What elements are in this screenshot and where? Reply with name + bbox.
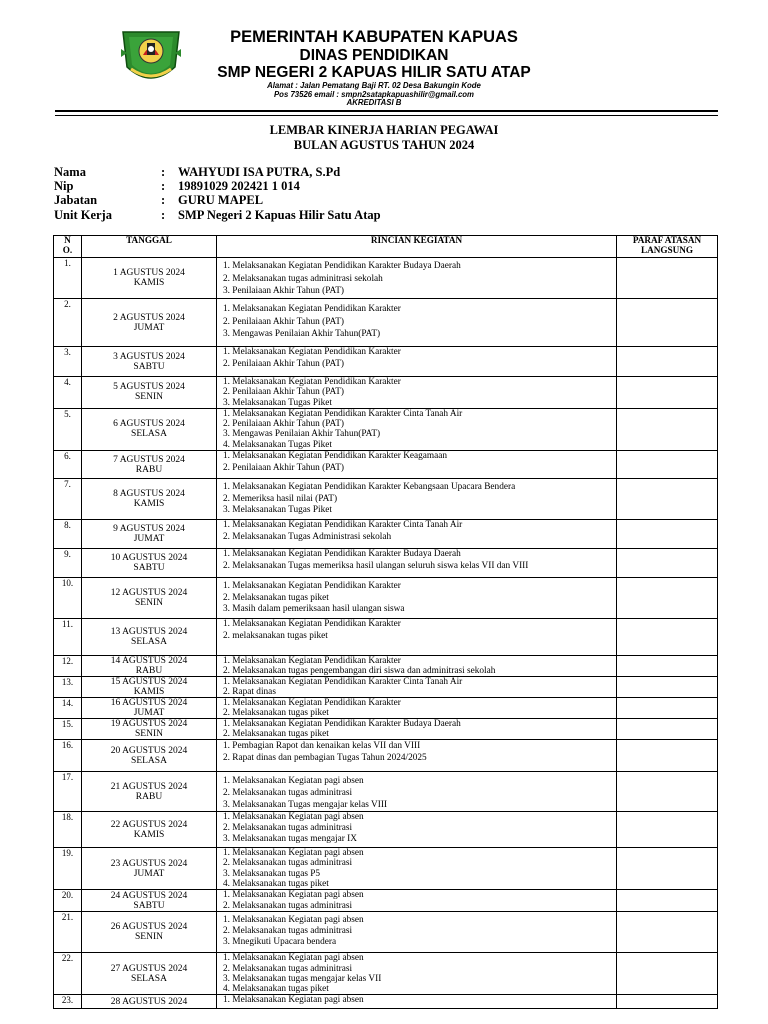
row-date-cell	[82, 995, 217, 1009]
employee-identity	[54, 165, 381, 222]
identity-value: GURU MAPEL	[178, 193, 264, 208]
row-date-cell	[82, 890, 217, 912]
row-supervisor-signature	[617, 619, 718, 656]
table-row	[54, 740, 718, 772]
row-day: SENIN	[135, 932, 163, 943]
activity-item: 3. Mengawas Penilaian Akhir Tahun(PAT)	[223, 429, 381, 440]
row-day: SELASA	[131, 973, 167, 984]
activity-item: 1. Melaksanakan Kegiatan Pendidikan Karakter	[223, 656, 401, 667]
letterhead-contact: Pos 73526 email : smpn2satapkapuashilir@gmail.com	[273, 89, 474, 99]
activity-item: 2. Melaksanakan Tugas Administrasi sekolah	[223, 531, 392, 542]
row-number: 8.	[54, 520, 82, 549]
row-supervisor-signature	[617, 848, 718, 890]
identity-value: WAHYUDI ISA PUTRA, S.Pd	[178, 165, 341, 179]
row-supervisor-signature	[617, 995, 718, 1009]
table-row	[54, 912, 718, 953]
row-supervisor-signature	[617, 520, 718, 549]
row-date: 5 AGUSTUS 2024	[113, 382, 185, 393]
row-date-cell	[82, 578, 217, 619]
letterhead-government: PEMERINTAH KABUPATEN KAPUAS	[230, 28, 518, 46]
row-supervisor-signature	[617, 347, 718, 377]
row-day: SELASA	[131, 429, 167, 440]
table-row	[54, 812, 718, 848]
row-activities	[217, 408, 617, 450]
row-day: JUMAT	[133, 534, 165, 545]
row-number: 1.	[54, 258, 82, 299]
table-row	[54, 347, 718, 377]
row-date: 3 AGUSTUS 2024	[113, 351, 185, 362]
letterhead-school: SMP NEGERI 2 KAPUAS HILIR SATU ATAP	[217, 64, 531, 81]
row-supervisor-signature	[617, 698, 718, 719]
row-date-cell	[82, 408, 217, 450]
activity-item: 4. Melaksanakan Tugas Piket	[223, 439, 332, 450]
table-row	[54, 408, 718, 450]
table-row	[54, 377, 718, 409]
row-day: KAMIS	[133, 687, 165, 698]
title-line-1: LEMBAR KINERJA HARIAN PEGAWAI	[269, 123, 499, 137]
activity-item: 2. Melaksanakan Tugas memeriksa hasil ulangan seluruh siswa kelas VII dan VIII	[223, 560, 529, 571]
table-row	[54, 299, 718, 347]
row-date-cell	[82, 451, 217, 479]
activity-item: 2. Melaksanakan tugas adminitrasi	[223, 788, 353, 799]
row-date-cell	[82, 740, 217, 772]
row-day: SELASA	[131, 755, 167, 766]
row-supervisor-signature	[617, 578, 718, 619]
identity-label: Jabatan	[54, 193, 98, 208]
activity-item: 1. Melaksanakan Kegiatan pagi absen	[223, 915, 364, 926]
table-row	[54, 520, 718, 549]
activity-item: 1. Melaksanakan Kegiatan Pendidikan Karakter Cinta Tanah Air	[223, 520, 463, 531]
row-date: 10 AGUSTUS 2024	[110, 553, 188, 564]
activity-item: 1. Melaksanakan Kegiatan pagi absen	[223, 995, 364, 1006]
row-date: 14 AGUSTUS 2024	[110, 656, 188, 667]
row-day: JUMAT	[133, 868, 165, 879]
activity-item: 2. Penilaiaan Akhir Tahun (PAT)	[223, 358, 344, 369]
activity-item: 1. Melaksanakan Kegiatan Pendidikan Karakter	[223, 619, 401, 630]
row-date: 12 AGUSTUS 2024	[110, 588, 188, 599]
row-number: 15.	[54, 719, 82, 740]
activity-item: 2. Melaksanakan tugas adminitrasi	[223, 822, 353, 833]
table-row	[54, 549, 718, 578]
table-row	[54, 719, 718, 740]
row-number: 16.	[54, 740, 82, 772]
row-date: 2 AGUSTUS 2024	[113, 312, 185, 323]
row-date: 1 AGUSTUS 2024	[113, 268, 185, 278]
row-date-cell	[82, 258, 217, 299]
row-date: 13 AGUSTUS 2024	[110, 627, 188, 638]
activity-item: 1. Melaksanakan Kegiatan pagi absen	[223, 776, 364, 787]
activity-item: 2. Melaksanakan tugas adminitrasi	[223, 900, 353, 911]
row-date-cell	[82, 549, 217, 578]
row-date: 9 AGUSTUS 2024	[113, 524, 185, 535]
row-supervisor-signature	[617, 912, 718, 953]
identity-colon: :	[161, 165, 166, 179]
row-date: 19 AGUSTUS 2024	[110, 719, 188, 730]
kabupaten-kapuas-emblem	[117, 29, 185, 87]
row-supervisor-signature	[617, 299, 718, 347]
identity-row-3	[54, 193, 381, 207]
table-row	[54, 451, 718, 479]
header-date: TANGGAL	[82, 236, 217, 258]
table-row	[54, 677, 718, 698]
table-row	[54, 619, 718, 656]
activity-item: 1. Melaksanakan Kegiatan pagi absen	[223, 890, 364, 901]
row-activities	[217, 953, 617, 995]
activity-item: 1. Melaksanakan Kegiatan Pendidikan Karakter Budaya Daerah	[223, 549, 461, 560]
row-date-cell	[82, 698, 217, 719]
row-day: SABTU	[133, 361, 165, 372]
activity-item: 1. Melaksanakan Kegiatan Pendidikan Karakter Cinta Tanah Air	[223, 677, 463, 688]
identity-colon: :	[161, 207, 166, 222]
letterhead-divider-thick	[55, 110, 718, 112]
activity-item: 3. Melaksanakan tugas mengajar kelas VII	[223, 973, 382, 984]
table-row	[54, 953, 718, 995]
row-number: 14.	[54, 698, 82, 719]
row-number: 19.	[54, 848, 82, 890]
activity-item: 2. Penilaiaan Akhir Tahun (PAT)	[223, 316, 344, 327]
row-activities	[217, 347, 617, 377]
row-activities	[217, 258, 617, 299]
row-date: 21 AGUSTUS 2024	[110, 781, 188, 792]
identity-label: Nama	[54, 165, 86, 179]
row-activities	[217, 848, 617, 890]
identity-label: Nip	[54, 179, 74, 194]
row-day: RABU	[135, 464, 163, 475]
row-activities	[217, 677, 617, 698]
activity-item: 2. Memeriksa hasil nilai (PAT)	[223, 493, 338, 504]
table-row	[54, 698, 718, 719]
row-number: 17.	[54, 772, 82, 812]
table-row	[54, 578, 718, 619]
row-number: 4.	[54, 377, 82, 409]
row-activities	[217, 578, 617, 619]
activity-item: 2. Melaksanakan tugas piket	[223, 592, 329, 603]
row-date: 22 AGUSTUS 2024	[110, 819, 188, 830]
row-supervisor-signature	[617, 549, 718, 578]
row-date-cell	[82, 953, 217, 995]
row-date-cell	[82, 479, 217, 520]
identity-row-2	[54, 179, 381, 193]
activity-item: 2. Melaksanakan tugas adminitrasi	[223, 858, 353, 869]
row-date: 28 AGUSTUS 2024	[110, 996, 188, 1007]
row-supervisor-signature	[617, 740, 718, 772]
row-day: KAMIS	[133, 278, 165, 288]
row-day: KAMIS	[133, 829, 165, 840]
row-number: 11.	[54, 619, 82, 656]
row-supervisor-signature	[617, 479, 718, 520]
row-date-cell	[82, 719, 217, 740]
activity-item: 2. Penilaiaan Akhir Tahun (PAT)	[223, 419, 344, 430]
row-date: 27 AGUSTUS 2024	[110, 963, 188, 974]
row-day: SENIN	[135, 729, 163, 740]
activity-item: 1. Melaksanakan Kegiatan Pendidikan Karakter Budaya Daerah	[223, 719, 461, 730]
row-day: SABTU	[133, 563, 165, 574]
row-activities	[217, 479, 617, 520]
row-day: SABTU	[133, 900, 165, 911]
row-day: KAMIS	[133, 499, 165, 510]
activity-item: 2. Melaksanakan tugas adminitrasi	[223, 963, 353, 974]
row-activities	[217, 656, 617, 677]
daily-activity-table	[53, 235, 718, 1009]
table-row	[54, 258, 718, 299]
activity-item: 3. Melaksanakan Tugas Piket	[223, 397, 332, 408]
document-title	[0, 123, 768, 152]
row-activities	[217, 995, 617, 1009]
row-number: 20.	[54, 890, 82, 912]
activity-item: 1. Melaksanakan Kegiatan Pendidikan Karakter	[223, 304, 401, 314]
header-detail: RINCIAN KEGIATAN	[217, 236, 617, 258]
row-supervisor-signature	[617, 812, 718, 848]
activity-item: 2. melaksanakan tugas piket	[223, 630, 328, 641]
identity-row-4	[54, 208, 381, 222]
row-date-cell	[82, 299, 217, 347]
activity-item: 2. Penilaiaan Akhir Tahun (PAT)	[223, 387, 344, 398]
row-activities	[217, 912, 617, 953]
row-date: 6 AGUSTUS 2024	[113, 419, 185, 430]
activity-item: 1. Melaksanakan Kegiatan Pendidikan Karakter	[223, 698, 401, 709]
activity-item: 1. Melaksanakan Kegiatan Pendidikan Karakter	[223, 581, 401, 592]
row-activities	[217, 377, 617, 409]
activity-item: 1. Pembagian Rapot dan kenaikan kelas VII dan VIII	[223, 741, 421, 752]
activity-item: 4. Melaksanakan tugas piket	[223, 878, 329, 889]
row-number: 10.	[54, 578, 82, 619]
table-row	[54, 848, 718, 890]
row-activities	[217, 812, 617, 848]
row-supervisor-signature	[617, 890, 718, 912]
row-number: 6.	[54, 451, 82, 479]
activity-item: 1. Melaksanakan Kegiatan Pendidikan Karakter Keagamaan	[223, 451, 448, 462]
row-supervisor-signature	[617, 451, 718, 479]
row-supervisor-signature	[617, 408, 718, 450]
row-day: SENIN	[135, 392, 163, 403]
activity-item: 1. Melaksanakan Kegiatan Pendidikan Karakter	[223, 377, 401, 387]
row-date: 8 AGUSTUS 2024	[113, 489, 185, 500]
activity-item: 1. Melaksanakan Kegiatan pagi absen	[223, 953, 364, 964]
letterhead-agency: DINAS PENDIDIKAN	[299, 47, 449, 64]
header-no: N O.	[54, 236, 82, 258]
activity-item: 3. Melaksanakan Tugas mengajar kelas VIII	[223, 800, 388, 811]
activity-item: 2. Rapat dinas	[223, 687, 276, 698]
identity-row-1	[54, 165, 381, 179]
row-supervisor-signature	[617, 258, 718, 299]
row-number: 23.	[54, 995, 82, 1009]
row-date-cell	[82, 377, 217, 409]
activity-item: 3. Mnegikuti Upacara bendera	[223, 936, 337, 947]
identity-colon: :	[161, 193, 166, 208]
row-number: 21.	[54, 912, 82, 953]
row-date-cell	[82, 520, 217, 549]
row-number: 13.	[54, 677, 82, 698]
row-day: SELASA	[131, 637, 167, 648]
row-date: 26 AGUSTUS 2024	[110, 922, 188, 933]
row-number: 5.	[54, 408, 82, 450]
row-number: 7.	[54, 479, 82, 520]
row-activities	[217, 451, 617, 479]
activity-item: 3. Masih dalam pemeriksaan hasil ulangan siswa	[223, 604, 405, 615]
activity-item: 2. Melaksanakan tugas adminitrasi	[223, 926, 353, 937]
activity-item: 3. Melaksanakan tugas P5	[223, 868, 321, 879]
activity-item: 3. Mengawas Penilaian Akhir Tahun(PAT)	[223, 329, 381, 339]
row-date-cell	[82, 848, 217, 890]
activity-item: 2. Penilaiaan Akhir Tahun (PAT)	[223, 462, 344, 473]
row-day: JUMAT	[133, 322, 165, 333]
activity-item: 1. Melaksanakan Kegiatan pagi absen	[223, 848, 364, 859]
row-activities	[217, 549, 617, 578]
row-supervisor-signature	[617, 719, 718, 740]
row-supervisor-signature	[617, 377, 718, 409]
title-line-2: BULAN AGUSTUS TAHUN 2024	[293, 137, 475, 152]
table-row	[54, 995, 718, 1009]
activity-item: 1. Melaksanakan Kegiatan Pendidikan Karakter Budaya Daerah	[223, 261, 461, 271]
row-activities	[217, 619, 617, 656]
row-activities	[217, 698, 617, 719]
row-date: 7 AGUSTUS 2024	[113, 454, 185, 465]
letterhead-divider-thin	[55, 115, 718, 116]
row-activities	[217, 740, 617, 772]
activity-item: 2. Melaksanakan tugas piket	[223, 708, 329, 719]
row-supervisor-signature	[617, 677, 718, 698]
activity-item: 2. Melaksanakan tugas pengembangan diri siswa dan adminitrasi sekolah	[223, 666, 496, 677]
table-row	[54, 479, 718, 520]
letterhead-accreditation: AKREDITASI B	[346, 98, 402, 108]
row-date: 16 AGUSTUS 2024	[110, 698, 188, 709]
row-date-cell	[82, 347, 217, 377]
row-date-cell	[82, 656, 217, 677]
row-activities	[217, 299, 617, 347]
activity-item: 1. Melaksanakan Kegiatan Pendidikan Karakter Cinta Tanah Air	[223, 408, 463, 419]
activity-item: 3. Melaksanakan tugas mengajar IX	[223, 833, 357, 844]
activity-item: 2. Rapat dinas dan pembagian Tugas Tahun 2024/2025	[223, 753, 427, 764]
row-activities	[217, 520, 617, 549]
row-date-cell	[82, 619, 217, 656]
activity-item: 1. Melaksanakan Kegiatan pagi absen	[223, 812, 364, 823]
row-date-cell	[82, 772, 217, 812]
row-number: 9.	[54, 549, 82, 578]
row-activities	[217, 890, 617, 912]
identity-label: Unit Kerja	[54, 207, 112, 222]
row-activities	[217, 772, 617, 812]
row-number: 3.	[54, 347, 82, 377]
row-date: 23 AGUSTUS 2024	[110, 858, 188, 869]
row-number: 2.	[54, 299, 82, 347]
identity-colon: :	[161, 179, 166, 194]
row-supervisor-signature	[617, 772, 718, 812]
row-supervisor-signature	[617, 953, 718, 995]
activity-item: 2. Melaksanakan tugas piket	[223, 729, 329, 740]
activity-item: 1. Melaksanakan Kegiatan Pendidikan Karakter	[223, 347, 401, 357]
row-number: 18.	[54, 812, 82, 848]
activity-item: 1. Melaksanakan Kegiatan Pendidikan Karakter Kebangsaan Upacara Bendera	[223, 482, 516, 493]
identity-value: 19891029 202421 1 014	[178, 179, 300, 194]
row-date: 15 AGUSTUS 2024	[110, 677, 188, 688]
row-date: 24 AGUSTUS 2024	[110, 890, 188, 901]
row-supervisor-signature	[617, 656, 718, 677]
row-day: JUMAT	[133, 708, 165, 719]
activity-item: 4. Melaksanakan tugas piket	[223, 984, 329, 995]
row-day: RABU	[135, 791, 163, 802]
header-paraf: PARAF ATASAN LANGSUNG	[617, 236, 718, 258]
activity-item: 3. Melaksanakan Tugas Piket	[223, 505, 332, 516]
activity-item: 3. Penilaiaan Akhir Tahun (PAT)	[223, 286, 344, 296]
row-date-cell	[82, 812, 217, 848]
row-date-cell	[82, 677, 217, 698]
row-number: 12.	[54, 656, 82, 677]
row-activities	[217, 719, 617, 740]
row-date: 20 AGUSTUS 2024	[110, 745, 188, 756]
row-day: SENIN	[135, 598, 163, 609]
table-row	[54, 890, 718, 912]
table-row	[54, 656, 718, 677]
letterhead-address: Alamat : Jalan Pematang Baji RT. 02 Desa Bakungin Kode	[267, 81, 481, 90]
activity-item: 2. Melaksanakan tugas adminitrasi sekolah	[223, 273, 383, 284]
row-date-cell	[82, 912, 217, 953]
row-day: RABU	[135, 666, 163, 677]
row-number: 22.	[54, 953, 82, 995]
letterhead	[195, 28, 553, 108]
table-row	[54, 772, 718, 812]
identity-value: SMP Negeri 2 Kapuas Hilir Satu Atap	[178, 207, 381, 222]
